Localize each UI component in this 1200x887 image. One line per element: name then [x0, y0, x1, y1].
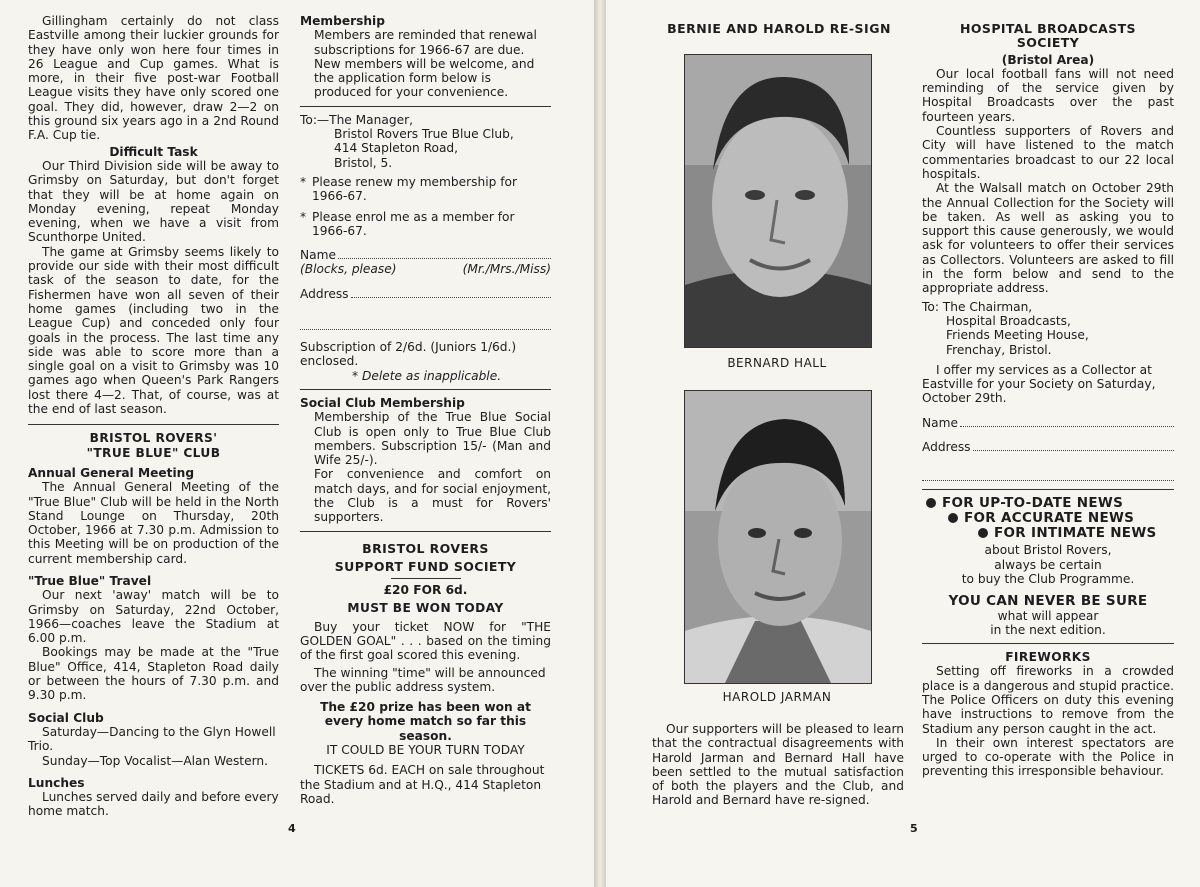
column-4	[922, 22, 1174, 779]
social-membership-p1: Membership of the True Blue Social Club is open only to True Blue Club members. Subscription 15/- (Man and Wife 25/-).	[314, 410, 551, 468]
tickets-text: TICKETS 6d. EACH on sale throughout the Stadium and at H.Q., 414 Stapleton Road.	[300, 763, 545, 806]
chairman-address-2: Friends Meeting House,	[946, 328, 1089, 343]
bullet-icon	[978, 528, 988, 538]
hospital-heading-2: SOCIETY	[1016, 35, 1080, 51]
news-about-1: about Bristol Rovers,	[984, 543, 1112, 558]
social-membership-p2: For convenience and comfort on match days, and for social enjoyment, the Club is a must for Rovers' supporters.	[314, 467, 551, 525]
collector-name-line[interactable]	[960, 416, 1174, 427]
appear-line-2: in the next edition.	[990, 622, 1106, 637]
news-line-3: FOR INTIMATE NEWS	[926, 526, 1174, 541]
chairman-address-1: Hospital Broadcasts,	[946, 313, 1071, 328]
difficult-task-p1: Our Third Division side will be away to Grimsby on Saturday, but don't forget that they will be at home again on Monday evening, repeat Monday evening, when we have a visit from Scunthorpe United.	[28, 158, 279, 245]
name-hint-row	[300, 262, 551, 276]
fund-heading-2: SUPPORT FUND SOCIETY	[334, 558, 517, 574]
fireworks-text-2: In their own interest spectators are urged to co-operate with the Police in preventing this irresponsible behaviour.	[922, 735, 1174, 779]
news-block	[922, 496, 1174, 541]
travel-p2: Bookings may be made at the "True Blue" Office, 414, Stapleton Road daily or between the hours of 7.30 p.m. and 9.30 p.m.	[28, 645, 279, 703]
page-gutter	[594, 0, 606, 887]
page-number-left: 4	[288, 822, 296, 835]
enrol-text: Please enrol me as a member for 1966-67.	[312, 209, 515, 238]
offer-text: I offer my services as a Collector at Eastville for your Society on Saturday, October 29th.	[922, 362, 1156, 406]
winning-time-text: The winning "time" will be announced over the public address system.	[300, 665, 546, 694]
blocks-label: (Blocks, please)	[300, 262, 397, 277]
title-options: (Mr./Mrs./Miss)	[462, 262, 551, 277]
never-sure-line: YOU CAN NEVER BE SURE	[948, 593, 1148, 610]
column-1	[28, 14, 279, 819]
column-3-text	[652, 722, 904, 808]
subscription-text: Subscription of 2/6d. (Juniors 1/6d.) enclosed.	[300, 340, 517, 369]
social-p1: Saturday—Dancing to the Glyn Howell Trio.	[28, 724, 276, 754]
bernard-hall-caption: BERNARD HALL	[727, 356, 827, 370]
page-number-right: 5	[910, 822, 918, 835]
hospital-p1: Our local football fans will not need reminding of the service given by Hospital Broadcasts over the past fourteen years.	[922, 66, 1174, 124]
travel-p1: Our next 'away' match will be to Grimsby on Saturday, 22nd October, 1966—coaches leave the Stadium at 6.00 p.m.	[28, 588, 279, 646]
collector-address-label: Address	[922, 440, 971, 455]
fund-heading-1: BRISTOL ROVERS	[362, 540, 489, 556]
divider	[300, 531, 551, 532]
prize-won-text: The £20 prize has been won at every home match so far this season.	[320, 700, 531, 743]
intro-paragraph: Gillingham certainly do not class Eastville among their luckier grounds for they have only won here four times in 26 League and Cup games. What is more, in their five post-war Football League visits they have only scored one goal. They did, however, draw 2—2 on this ground six years ago in a 2nd Round F.A. Cup tie.	[28, 14, 279, 143]
divider	[922, 643, 1174, 644]
hospital-p3: At the Walsall match on October 29th the Annual Collection for the Society will be taken. As well as asking you to support this cause generously, we would ask for volunteers to offer their services as Collectors. Volunteers are asked to fill in the form below and send to the appropriate address.	[922, 181, 1174, 296]
appear-line-1: what will appear	[997, 608, 1099, 623]
harold-jarman-photo	[684, 390, 872, 684]
address-field[interactable]	[300, 287, 551, 301]
news-line-1: FOR UP-TO-DATE NEWS	[926, 496, 1174, 511]
column-3-heading	[648, 22, 910, 36]
bullet-icon	[926, 498, 936, 508]
divider	[300, 389, 551, 390]
lunches-heading: Lunches	[28, 775, 85, 790]
membership-text: Members are reminded that renewal subscriptions for 1966-67 are due. New members will be welcome, and the application form below is produced for your convenience.	[314, 28, 537, 100]
divider	[922, 489, 1174, 490]
address-line-2[interactable]	[300, 319, 551, 330]
travel-heading: "True Blue" Travel	[28, 573, 152, 588]
delete-note: * Delete as inapplicable.	[352, 368, 502, 383]
social-membership-heading: Social Club Membership	[300, 395, 465, 410]
column-2	[300, 14, 551, 806]
prize-line: £20 FOR 6d.	[383, 582, 468, 597]
to-chairman-label: To: The Chairman,	[922, 299, 1033, 314]
collector-address-field[interactable]	[922, 440, 1174, 454]
must-win-line: MUST BE WON TODAY	[347, 600, 504, 615]
collector-address-line[interactable]	[973, 440, 1174, 451]
agm-text: The Annual General Meeting of the "True Blue" Club will be held in the North Stand Lounge on Thursday, 20th October, 1966 at 7.30 p.m. Admission to this Meeting will be on production of the current membership card.	[28, 480, 279, 566]
your-turn-text: IT COULD BE YOUR TURN TODAY	[326, 742, 525, 757]
divider	[300, 106, 551, 107]
hospital-p2: Countless supporters of Rovers and City will have listened to the match commentaries broadcast to our 22 local hospitals.	[922, 124, 1174, 181]
bernard-hall-photo	[684, 54, 872, 348]
name-field[interactable]	[300, 248, 551, 262]
to-manager-label: To:—The Manager,	[300, 112, 413, 127]
fireworks-text: Setting off fireworks in a crowded place is a dangerous and stupid practice. The Police Officers on duty this evening have instructions to remove from the Stadium any person caught in the act.	[922, 664, 1174, 736]
difficult-task-heading: Difficult Task	[109, 144, 198, 159]
enrol-option	[300, 210, 551, 239]
address-label: Address	[300, 286, 349, 301]
membership-heading: Membership	[300, 14, 385, 28]
resign-heading: BERNIE AND HAROLD RE-SIGN	[667, 21, 891, 36]
hospital-subheading: (Bristol Area)	[1001, 52, 1095, 67]
bullet-icon	[948, 513, 958, 523]
manager-address-3: Bristol, 5.	[334, 155, 393, 170]
resign-text: Our supporters will be pleased to learn that the contractual disagreements with Harold Jarman and Bernard Hall have been settled to the mutual satisfaction of both the players and the Club, and Harold and Bernard have re-signed.	[652, 722, 904, 808]
difficult-task-p2: The game at Grimsby seems likely to provide our side with their most difficult task of the season to date, for the Fishermen have won all seven of their home games (including two in the League Cup) and conceded only four goals in the process. The last time any side was able to score more than a single goal on a visit to Grimsby was 10 games ago when Queen's Park Rangers lost there 4—2. That, of course, was at the end of last season.	[28, 244, 279, 417]
agm-heading: Annual General Meeting	[28, 465, 195, 480]
address-line[interactable]	[351, 287, 551, 298]
bernard-hall-portrait	[685, 55, 871, 347]
buy-ticket-text: Buy your ticket NOW for "THE GOLDEN GOAL" . . . based on the timing of the first goal scored this evening.	[300, 619, 551, 663]
chairman-address-3: Frenchay, Bristol.	[946, 342, 1052, 357]
hospital-heading-1: HOSPITAL BROADCASTS	[960, 21, 1136, 36]
news-about-2: always be certain	[994, 557, 1102, 572]
harold-jarman-portrait	[685, 391, 871, 683]
lunches-text: Lunches served daily and before every home match.	[28, 790, 279, 819]
name-label: Name	[300, 248, 336, 263]
asterisk-mark: *	[300, 209, 307, 224]
asterisk-mark: *	[300, 174, 307, 189]
divider	[28, 424, 279, 425]
fireworks-heading: FIREWORKS	[1005, 650, 1091, 665]
news-about-3: to buy the Club Programme.	[961, 571, 1135, 586]
renew-option	[300, 175, 551, 204]
club-heading-2: "TRUE BLUE" CLUB	[86, 445, 221, 460]
renew-text: Please renew my membership for 1966-67.	[312, 174, 518, 204]
social-heading: Social Club	[28, 710, 104, 725]
fund-underline	[391, 578, 461, 579]
harold-jarman-caption: HAROLD JARMAN	[722, 690, 832, 704]
name-line[interactable]	[338, 248, 551, 259]
manager-address-1: Bristol Rovers True Blue Club,	[334, 127, 514, 142]
social-p2: Sunday—Top Vocalist—Alan Western.	[42, 753, 268, 768]
collector-address-line-2[interactable]	[922, 470, 1174, 481]
collector-name-label: Name	[922, 415, 958, 430]
news-line-2: FOR ACCURATE NEWS	[926, 511, 1174, 526]
collector-name-field[interactable]	[922, 416, 1174, 430]
manager-address-2: 414 Stapleton Road,	[334, 141, 459, 156]
club-heading-1: BRISTOL ROVERS'	[89, 431, 218, 446]
